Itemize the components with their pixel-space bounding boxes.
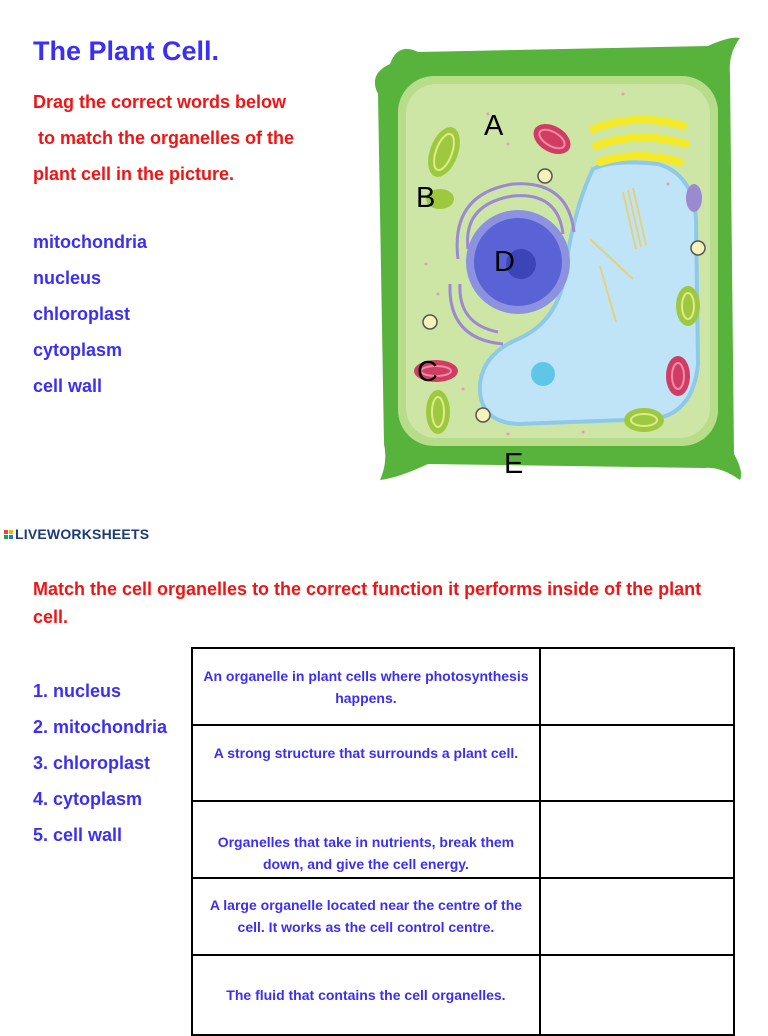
diagram-label-b[interactable]: B xyxy=(416,182,436,214)
list-item: 3. chloroplast xyxy=(33,753,151,773)
list-item: 1. nucleus xyxy=(33,681,122,701)
diagram-label-e[interactable]: E xyxy=(504,448,524,480)
instruction-line-1: Drag the correct words below xyxy=(33,92,287,112)
function-description: Organelles that take in nutrients, break them down, and give the cell energy. xyxy=(192,801,540,878)
word-nucleus[interactable]: nucleus xyxy=(33,268,102,288)
page-title: The Plant Cell. xyxy=(33,36,220,66)
word-cytoplasm[interactable]: cytoplasm xyxy=(33,340,123,360)
word-chloroplast[interactable]: chloroplast xyxy=(33,304,131,324)
plant-cell-illustration xyxy=(368,34,748,484)
function-description: A large organelle located near the centre of the cell. It works as the cell control centre. xyxy=(192,878,540,955)
answer-drop-zone[interactable] xyxy=(540,801,734,878)
function-description: An organelle in plant cells where photosynthesis happens. xyxy=(192,648,540,725)
organelle-number-list xyxy=(33,673,167,853)
table-row xyxy=(192,725,734,801)
table-row xyxy=(192,801,734,878)
instruction-line-3: plant cell in the picture. xyxy=(33,164,235,184)
diagram-label-c[interactable]: C xyxy=(417,356,438,388)
match-section-title: Match the cell organelles to the correct function it performs inside of the plant cell. xyxy=(33,579,702,627)
list-item: 5. cell wall xyxy=(33,825,123,845)
diagram-label-a[interactable]: A xyxy=(484,110,504,142)
function-match-table xyxy=(191,647,735,1036)
table-row xyxy=(192,648,734,725)
answer-drop-zone[interactable] xyxy=(540,725,734,801)
function-description: A strong structure that surrounds a plant cell. xyxy=(192,725,540,801)
instruction-line-2: to match the organelles of the xyxy=(33,128,295,148)
plant-cell-diagram xyxy=(368,34,748,484)
drag-instructions xyxy=(33,84,353,192)
word-cell-wall[interactable]: cell wall xyxy=(33,376,103,396)
function-description: The fluid that contains the cell organelles. xyxy=(192,955,540,1035)
brand-grid-icon xyxy=(4,530,13,539)
list-item: 4. cytoplasm xyxy=(33,789,143,809)
diagram-label-d[interactable]: D xyxy=(494,246,515,278)
word-mitochondria[interactable]: mitochondria xyxy=(33,232,148,252)
brand-name: LIVEWORKSHEETS xyxy=(15,526,150,542)
list-item: 2. mitochondria xyxy=(33,717,168,737)
answer-drop-zone[interactable] xyxy=(540,648,734,725)
answer-drop-zone[interactable] xyxy=(540,955,734,1035)
answer-drop-zone[interactable] xyxy=(540,878,734,955)
word-bank xyxy=(33,224,147,404)
table-row xyxy=(192,955,734,1035)
brand-logo xyxy=(4,526,149,542)
table-row xyxy=(192,878,734,955)
